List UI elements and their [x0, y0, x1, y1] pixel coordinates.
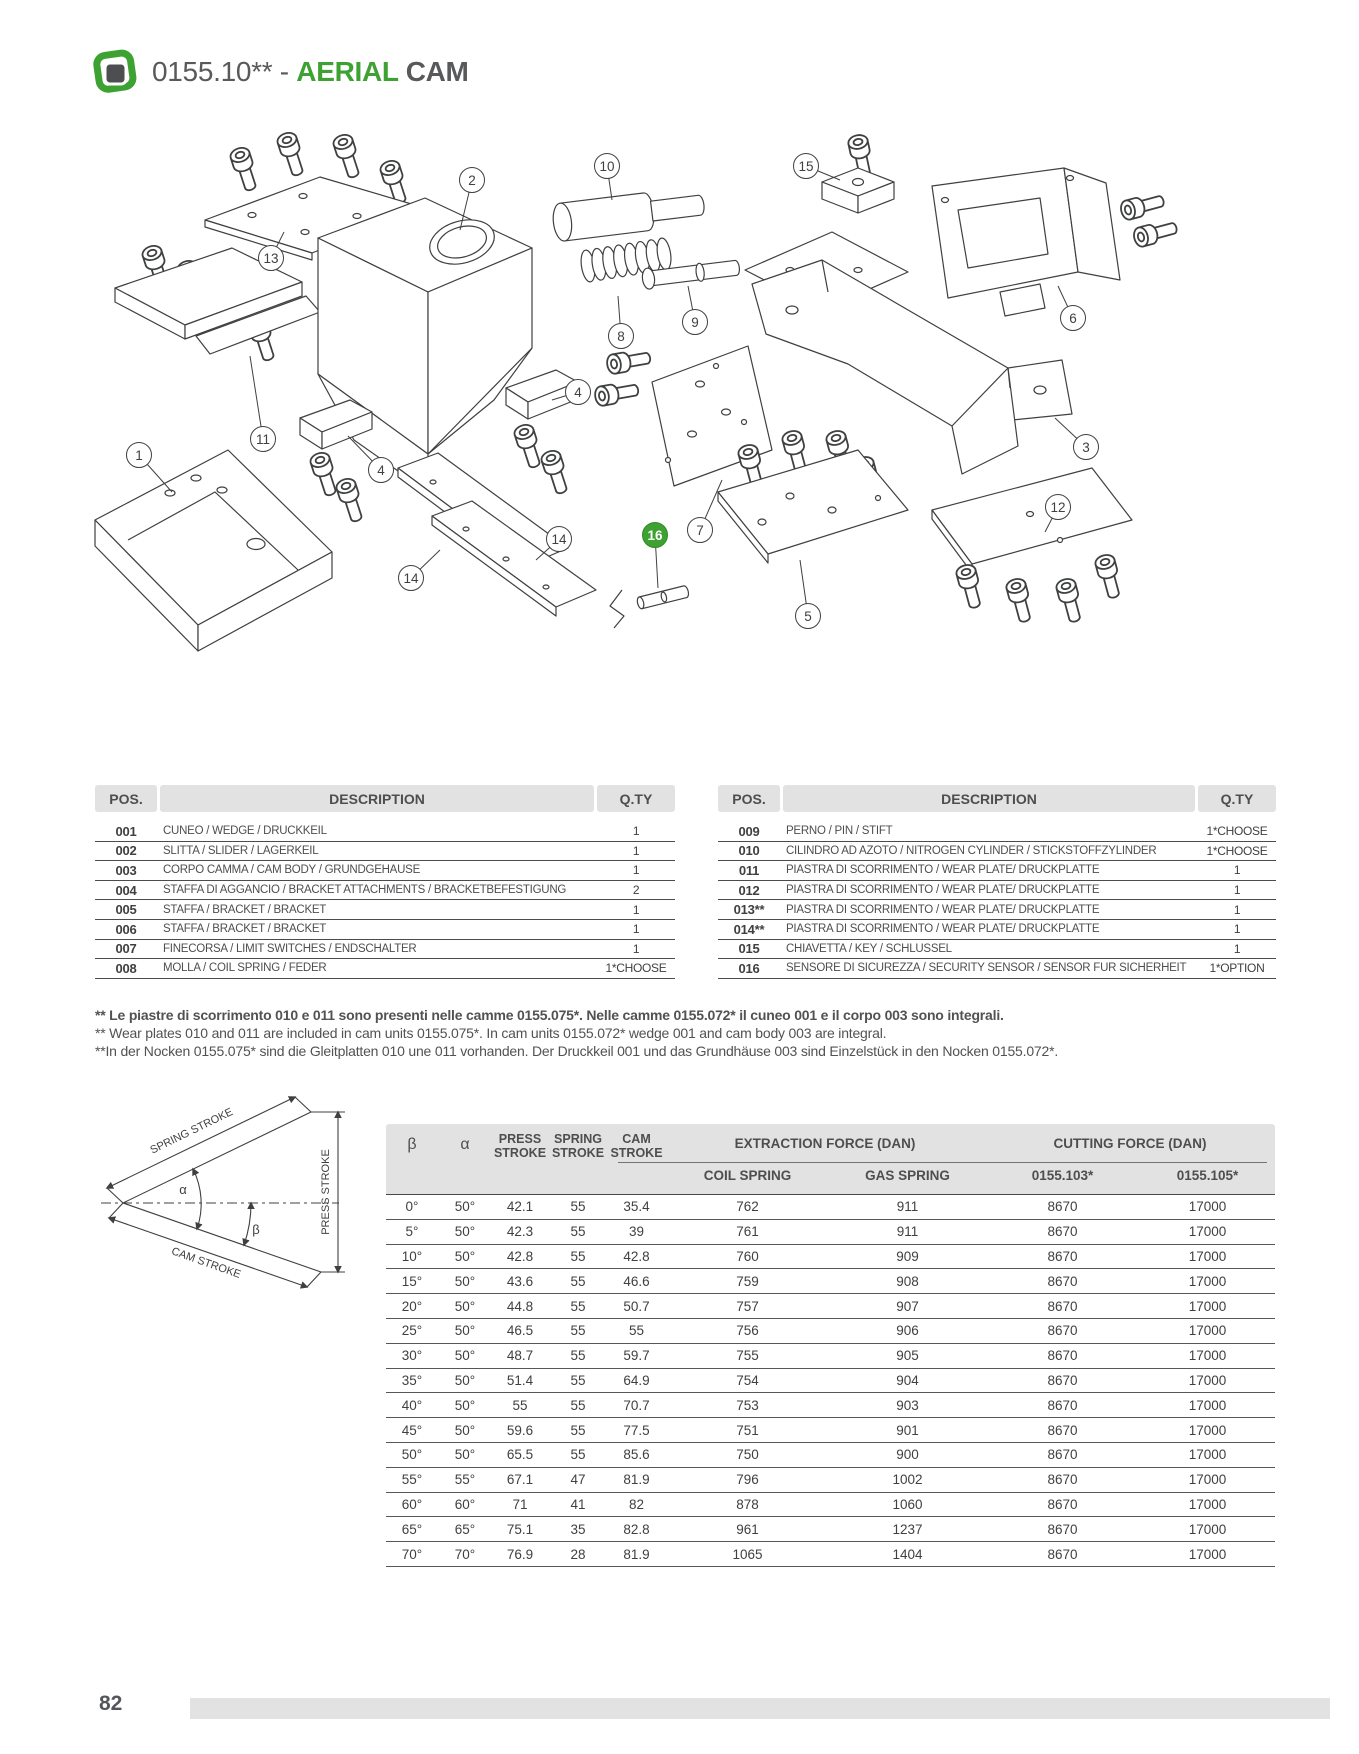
beta-value: 60°	[401, 1496, 423, 1512]
force-row	[386, 1269, 1275, 1294]
beta-value: 20°	[401, 1298, 423, 1314]
part-pos: 016	[738, 960, 760, 976]
parts-row	[95, 861, 675, 881]
press-stroke-label: PRESS STROKE	[320, 1149, 332, 1235]
part-qty: 1	[632, 824, 640, 839]
page-number: 82	[99, 1692, 123, 1715]
col-coil-spring: COIL SPRING	[703, 1168, 792, 1183]
part-pos: 006	[115, 921, 137, 937]
col-0155-105: 0155.105*	[1176, 1168, 1239, 1183]
coil-spring-force: 878	[736, 1496, 759, 1512]
beta-value: 50°	[401, 1447, 423, 1463]
spring-stroke-value: 47	[570, 1472, 586, 1488]
cutting-force-105: 17000	[1188, 1199, 1227, 1215]
callout-6: 6	[1060, 305, 1086, 331]
coil-spring-force: 750	[736, 1447, 759, 1463]
part-qty: 1	[632, 843, 640, 858]
cutting-force-105: 17000	[1188, 1372, 1227, 1388]
cutting-force-103: 8670	[1047, 1447, 1078, 1463]
parts-table-right	[718, 785, 1276, 979]
part-description: PERNO / PIN / STIFT	[786, 825, 893, 838]
cam-stroke-value: 50.7	[623, 1298, 650, 1314]
cam-stroke-value: 81.9	[623, 1472, 650, 1488]
part-pos: 001	[115, 823, 137, 839]
part-pos: 002	[115, 843, 137, 859]
press-stroke-value: 44.8	[506, 1298, 534, 1314]
cutting-force-105: 17000	[1188, 1348, 1227, 1364]
part-description: SLITTA / SLIDER / LAGERKEIL	[163, 844, 319, 857]
cutting-force-103: 8670	[1047, 1521, 1078, 1537]
cutting-force-105: 17000	[1188, 1496, 1227, 1512]
force-row	[386, 1294, 1275, 1319]
cam-stroke-value: 77.5	[623, 1422, 650, 1438]
part-description: CORPO CAMMA / CAM BODY / GRUNDGEHÄUSE	[163, 864, 420, 877]
force-row	[386, 1493, 1275, 1518]
gas-spring-force: 911	[896, 1199, 919, 1215]
footnote-de: **In der Nocken 0155.075* sind die Gleitplatten 010 une 011 vorhanden. Der Druckkeil 001 und das Grundhäuse 003 sind Einzelstück in den Nocken 0155.072*.	[95, 1043, 1059, 1059]
gas-spring-force: 904	[896, 1372, 919, 1388]
spring-stroke-value: 55	[570, 1199, 586, 1215]
alpha-value: 50°	[454, 1447, 476, 1463]
col-qty: Q.TY	[597, 785, 675, 812]
alpha-value: 50°	[454, 1397, 476, 1413]
alpha-value: 60°	[454, 1496, 476, 1512]
page-title	[152, 56, 469, 88]
part-qty: 1	[632, 941, 640, 956]
parts-row	[95, 842, 675, 862]
alpha-angle-label: α	[179, 1182, 187, 1197]
cutting-force-105: 17000	[1188, 1248, 1227, 1264]
spring-stroke-value: 55	[570, 1372, 586, 1388]
press-stroke-value: 71	[512, 1496, 528, 1512]
alpha-value: 50°	[454, 1422, 476, 1438]
cam-stroke-value: 64.9	[623, 1372, 650, 1388]
part-description: CILINDRO AD AZOTO / NITROGEN CYLINDER / STICKSTOFFZYLINDER	[786, 844, 1157, 857]
parts-row	[718, 881, 1276, 901]
alpha-value: 50°	[454, 1372, 476, 1388]
part-description: SENSORE DI SICUREZZA / SECURITY SENSOR / SENSOR FÜR SICHERHEIT	[786, 962, 1187, 975]
parts-row	[95, 940, 675, 960]
group-extraction-force: EXTRACTION FORCE (DAN)	[734, 1136, 916, 1151]
press-stroke-value: 65.5	[506, 1447, 534, 1463]
alpha-value: 50°	[454, 1348, 476, 1364]
beta-value: 65°	[401, 1521, 423, 1537]
cam-stroke-value: 70.7	[623, 1397, 650, 1413]
coil-spring-force: 961	[736, 1521, 759, 1537]
col-alpha: α	[460, 1136, 470, 1153]
parts-row	[718, 900, 1276, 920]
force-row	[386, 1195, 1275, 1220]
part-pos: 008	[115, 960, 137, 976]
spring-stroke-value: 55	[570, 1224, 586, 1240]
coil-spring-force: 754	[736, 1372, 759, 1388]
part-qty: 1	[1233, 863, 1241, 878]
callout-12: 12	[1045, 494, 1071, 520]
beta-value: 30°	[401, 1348, 423, 1364]
cutting-force-105: 17000	[1188, 1397, 1227, 1413]
gas-spring-force: 1060	[892, 1496, 923, 1512]
spring-stroke-value: 28	[570, 1546, 586, 1562]
cutting-force-105: 17000	[1188, 1422, 1227, 1438]
force-data-table	[386, 1124, 1275, 1567]
footnote-it: ** Le piastre di scorrimento 010 e 011 sono presenti nelle camme 0155.075*. Nelle camme 0155.072* il cuneo 001 e il corpo 003 sono integrali.	[95, 1007, 1004, 1023]
force-table-rows	[386, 1194, 1275, 1567]
gas-spring-force: 908	[896, 1273, 919, 1289]
cutting-force-103: 8670	[1047, 1273, 1078, 1289]
cam-stroke-value: 39	[628, 1224, 645, 1240]
parts-rows	[95, 822, 675, 979]
cam-stroke-label: CAM STROKE	[169, 1245, 243, 1281]
parts-row	[95, 959, 675, 979]
beta-value: 0°	[405, 1199, 419, 1215]
callout-2: 2	[459, 167, 485, 193]
coil-spring-force: 756	[736, 1323, 759, 1339]
spring-stroke-value: 55	[570, 1248, 586, 1264]
coil-spring-force: 1065	[732, 1546, 763, 1562]
callout-14: 14	[546, 526, 572, 552]
part-description: STAFFA / BRACKET / BRACKET	[163, 923, 327, 936]
press-stroke-value: 42.8	[506, 1248, 534, 1264]
gas-spring-force: 1237	[892, 1521, 923, 1537]
product-name-accent: AERIAL	[296, 56, 399, 87]
cutting-force-103: 8670	[1047, 1348, 1078, 1364]
callout-4: 4	[565, 379, 591, 405]
parts-row	[95, 881, 675, 901]
part-description: MOLLA / COIL SPRING / FEDER	[163, 962, 327, 975]
parts-row	[718, 861, 1276, 881]
alpha-value: 50°	[454, 1273, 476, 1289]
gas-spring-force: 907	[896, 1298, 919, 1314]
press-stroke-value: 67.1	[506, 1472, 534, 1488]
cutting-force-105: 17000	[1188, 1298, 1227, 1314]
header-divider	[618, 1162, 1267, 1163]
diagram-callouts	[0, 120, 1359, 680]
parts-row	[95, 822, 675, 842]
part-qty: 1	[632, 922, 640, 937]
cam-stroke-value: 82	[628, 1496, 645, 1512]
parts-row	[718, 959, 1276, 979]
alpha-value: 50°	[454, 1199, 476, 1215]
alpha-value: 50°	[454, 1224, 476, 1240]
part-qty: 1	[632, 902, 640, 917]
force-row	[386, 1517, 1275, 1542]
callout-13: 13	[258, 245, 284, 271]
part-pos: 013**	[733, 902, 765, 918]
gas-spring-force: 901	[896, 1422, 919, 1438]
part-description: PIASTRA DI SCORRIMENTO / WEAR PLATE/ DRUCKPLATTE	[786, 923, 1100, 936]
beta-value: 55°	[401, 1472, 423, 1488]
press-stroke-value: 42.3	[506, 1224, 534, 1240]
force-row	[386, 1542, 1275, 1567]
parts-row	[95, 900, 675, 920]
spring-stroke-value: 55	[570, 1298, 586, 1314]
alpha-value: 65°	[454, 1521, 476, 1537]
product-code: 0155.10**	[152, 56, 273, 87]
cam-stroke-value: 85.6	[623, 1447, 650, 1463]
alpha-value: 50°	[454, 1323, 476, 1339]
callout-9: 9	[682, 309, 708, 335]
cutting-force-103: 8670	[1047, 1496, 1078, 1512]
force-row	[386, 1245, 1275, 1270]
callout-1: 1	[126, 442, 152, 468]
coil-spring-force: 761	[736, 1224, 759, 1240]
force-row	[386, 1220, 1275, 1245]
part-pos: 014**	[733, 921, 765, 937]
cam-stroke-value: 82.8	[623, 1521, 650, 1537]
part-pos: 011	[738, 862, 760, 878]
gas-spring-force: 905	[896, 1348, 919, 1364]
cutting-force-103: 8670	[1047, 1323, 1078, 1339]
gas-spring-force: 911	[896, 1224, 919, 1240]
col-beta: β	[407, 1136, 417, 1153]
part-qty: 1*CHOOSE	[1206, 843, 1268, 858]
part-qty: 1	[1233, 941, 1241, 956]
cam-stroke-value: 81.9	[623, 1546, 650, 1562]
cam-stroke-value: 59.7	[623, 1348, 650, 1364]
press-stroke-value: 75.1	[506, 1521, 534, 1537]
col-gas-spring: GAS SPRING	[865, 1168, 950, 1183]
press-stroke-value: 76.9	[506, 1546, 534, 1562]
gas-spring-force: 903	[896, 1397, 919, 1413]
force-row	[386, 1443, 1275, 1468]
part-qty: 1*CHOOSE	[1206, 824, 1268, 839]
gas-spring-force: 909	[896, 1248, 919, 1264]
part-qty: 1	[1233, 883, 1241, 898]
gas-spring-force: 1002	[892, 1472, 923, 1488]
cutting-force-105: 17000	[1188, 1472, 1227, 1488]
part-pos: 005	[115, 902, 137, 918]
callout-7: 7	[687, 517, 713, 543]
part-description: FINECORSA / LIMIT SWITCHES / ENDSCHALTER	[163, 942, 417, 955]
part-qty: 1*CHOOSE	[605, 961, 667, 976]
part-description: PIASTRA DI SCORRIMENTO / WEAR PLATE/ DRUCKPLATTE	[786, 884, 1100, 897]
cutting-force-105: 17000	[1188, 1521, 1227, 1537]
col-description: DESCRIPTION	[160, 785, 594, 812]
col-qty: Q.TY	[1198, 785, 1276, 812]
part-qty: 2	[632, 883, 640, 898]
coil-spring-force: 755	[736, 1348, 759, 1364]
cutting-force-103: 8670	[1047, 1397, 1078, 1413]
spring-stroke-value: 55	[570, 1323, 586, 1339]
part-pos: 003	[115, 862, 137, 878]
spring-stroke-value: 55	[570, 1447, 586, 1463]
callout-16-highlight: 16	[642, 522, 668, 548]
part-qty: 1	[1233, 922, 1241, 937]
press-stroke-value: 59.6	[506, 1422, 534, 1438]
cutting-force-103: 8670	[1047, 1248, 1078, 1264]
coil-spring-force: 751	[736, 1422, 759, 1438]
force-row	[386, 1418, 1275, 1443]
press-stroke-value: 48.7	[506, 1348, 534, 1364]
spring-stroke-value: 41	[570, 1496, 586, 1512]
coil-spring-force: 757	[736, 1298, 759, 1314]
cutting-force-103: 8670	[1047, 1422, 1078, 1438]
callout-5: 5	[795, 603, 821, 629]
parts-table-header	[718, 785, 1276, 812]
parts-table-left	[95, 785, 675, 979]
beta-value: 5°	[405, 1224, 419, 1240]
part-description: CHIAVETTA / KEY / SCHLÜSSEL	[786, 942, 952, 955]
brand-logo-icon	[92, 48, 140, 96]
cutting-force-103: 8670	[1047, 1199, 1078, 1215]
parts-row	[718, 940, 1276, 960]
group-cutting-force: CUTTING FORCE (DAN)	[1053, 1136, 1207, 1151]
callout-15: 15	[793, 153, 819, 179]
parts-row	[718, 822, 1276, 842]
alpha-value: 50°	[454, 1298, 476, 1314]
beta-value: 35°	[401, 1372, 423, 1388]
col-cam-stroke: CAM STROKE	[610, 1132, 663, 1160]
cutting-force-103: 8670	[1047, 1298, 1078, 1314]
parts-row	[718, 842, 1276, 862]
cam-stroke-value: 55	[628, 1323, 645, 1339]
cutting-force-105: 17000	[1188, 1323, 1227, 1339]
footnote-en: ** Wear plates 010 and 011 are included in cam units 0155.075*. In cam units 0155.072* wedge 001 and cam body 003 are integral.	[95, 1025, 887, 1041]
callout-leader-lines	[0, 120, 1359, 680]
part-pos: 004	[115, 882, 137, 898]
beta-value: 10°	[401, 1248, 423, 1264]
part-description: STAFFA / BRACKET / BRACKET	[163, 903, 327, 916]
callout-3: 3	[1073, 434, 1099, 460]
beta-value: 15°	[401, 1273, 423, 1289]
alpha-value: 50°	[454, 1248, 476, 1264]
beta-value: 70°	[401, 1546, 423, 1562]
part-qty: 1	[632, 863, 640, 878]
part-pos: 012	[738, 882, 760, 898]
title-separator: -	[272, 56, 297, 87]
part-qty: 1	[1233, 902, 1241, 917]
col-description: DESCRIPTION	[783, 785, 1195, 812]
cam-stroke-value: 42.8	[623, 1248, 650, 1264]
callout-10: 10	[594, 153, 620, 179]
cutting-force-103: 8670	[1047, 1546, 1078, 1562]
coil-spring-force: 762	[736, 1199, 759, 1215]
part-description: CUNEO / WEDGE / DRUCKKEIL	[163, 825, 327, 838]
stroke-angle-diagram	[93, 1090, 351, 1308]
callout-14: 14	[398, 565, 424, 591]
cutting-force-103: 8670	[1047, 1224, 1078, 1240]
cutting-force-103: 8670	[1047, 1472, 1078, 1488]
coil-spring-force: 796	[736, 1472, 759, 1488]
col-press-stroke: PRESS STROKE	[493, 1132, 547, 1160]
cutting-force-105: 17000	[1188, 1447, 1227, 1463]
spring-stroke-label: SPRING STROKE	[148, 1106, 235, 1157]
beta-value: 40°	[401, 1397, 423, 1413]
part-qty: 1*OPTION	[1209, 961, 1265, 976]
spring-stroke-value: 35	[570, 1521, 586, 1537]
part-description: PIASTRA DI SCORRIMENTO / WEAR PLATE/ DRUCKPLATTE	[786, 864, 1100, 877]
cutting-force-103: 8670	[1047, 1372, 1078, 1388]
part-pos: 009	[738, 823, 760, 839]
part-pos: 015	[738, 941, 760, 957]
cutting-force-105: 17000	[1188, 1273, 1227, 1289]
spring-stroke-value: 55	[570, 1348, 586, 1364]
callout-8: 8	[608, 323, 634, 349]
spring-stroke-value: 55	[570, 1273, 586, 1289]
parts-row	[95, 920, 675, 940]
force-row	[386, 1344, 1275, 1369]
cam-stroke-value: 46.6	[623, 1273, 650, 1289]
col-pos: POS.	[95, 785, 157, 812]
gas-spring-force: 900	[896, 1447, 919, 1463]
part-description: PIASTRA DI SCORRIMENTO / WEAR PLATE/ DRUCKPLATTE	[786, 903, 1100, 916]
footnotes	[95, 1006, 1305, 1060]
force-table-header	[386, 1124, 1275, 1194]
beta-value: 25°	[401, 1323, 423, 1339]
callout-4: 4	[368, 457, 394, 483]
col-spring-stroke: SPRING STROKE	[551, 1132, 605, 1160]
parts-table-header	[95, 785, 675, 812]
beta-value: 45°	[401, 1422, 423, 1438]
spring-stroke-value: 55	[570, 1422, 586, 1438]
footer-bar	[190, 1698, 1330, 1719]
parts-row	[718, 920, 1276, 940]
coil-spring-force: 759	[736, 1273, 759, 1289]
press-stroke-value: 51.4	[506, 1372, 534, 1388]
press-stroke-value: 46.5	[506, 1323, 534, 1339]
callout-11: 11	[250, 426, 276, 452]
gas-spring-force: 906	[896, 1323, 919, 1339]
force-row	[386, 1369, 1275, 1394]
press-stroke-value: 42.1	[506, 1199, 534, 1215]
alpha-value: 70°	[454, 1546, 476, 1562]
press-stroke-value: 55	[512, 1397, 528, 1413]
product-name: CAM	[405, 56, 469, 87]
cutting-force-105: 17000	[1188, 1224, 1227, 1240]
part-description: STAFFA DI AGGANCIO / BRACKET ATTACHMENTS / BRACKETBEFESTIGUNG	[163, 884, 567, 897]
press-stroke-value: 43.6	[506, 1273, 534, 1289]
part-pos: 007	[115, 941, 137, 957]
force-row	[386, 1319, 1275, 1344]
part-pos: 010	[738, 843, 760, 859]
col-pos: POS.	[718, 785, 780, 812]
parts-rows	[718, 822, 1276, 979]
col-0155-103: 0155.103*	[1031, 1168, 1094, 1183]
alpha-value: 55°	[454, 1472, 476, 1488]
cutting-force-105: 17000	[1188, 1546, 1227, 1562]
cam-stroke-value: 35.4	[623, 1199, 650, 1215]
coil-spring-force: 753	[736, 1397, 759, 1413]
gas-spring-force: 1404	[892, 1546, 923, 1562]
spring-stroke-value: 55	[570, 1397, 586, 1413]
force-row	[386, 1393, 1275, 1418]
beta-angle-label: β	[252, 1222, 260, 1237]
coil-spring-force: 760	[736, 1248, 759, 1264]
force-row	[386, 1468, 1275, 1493]
